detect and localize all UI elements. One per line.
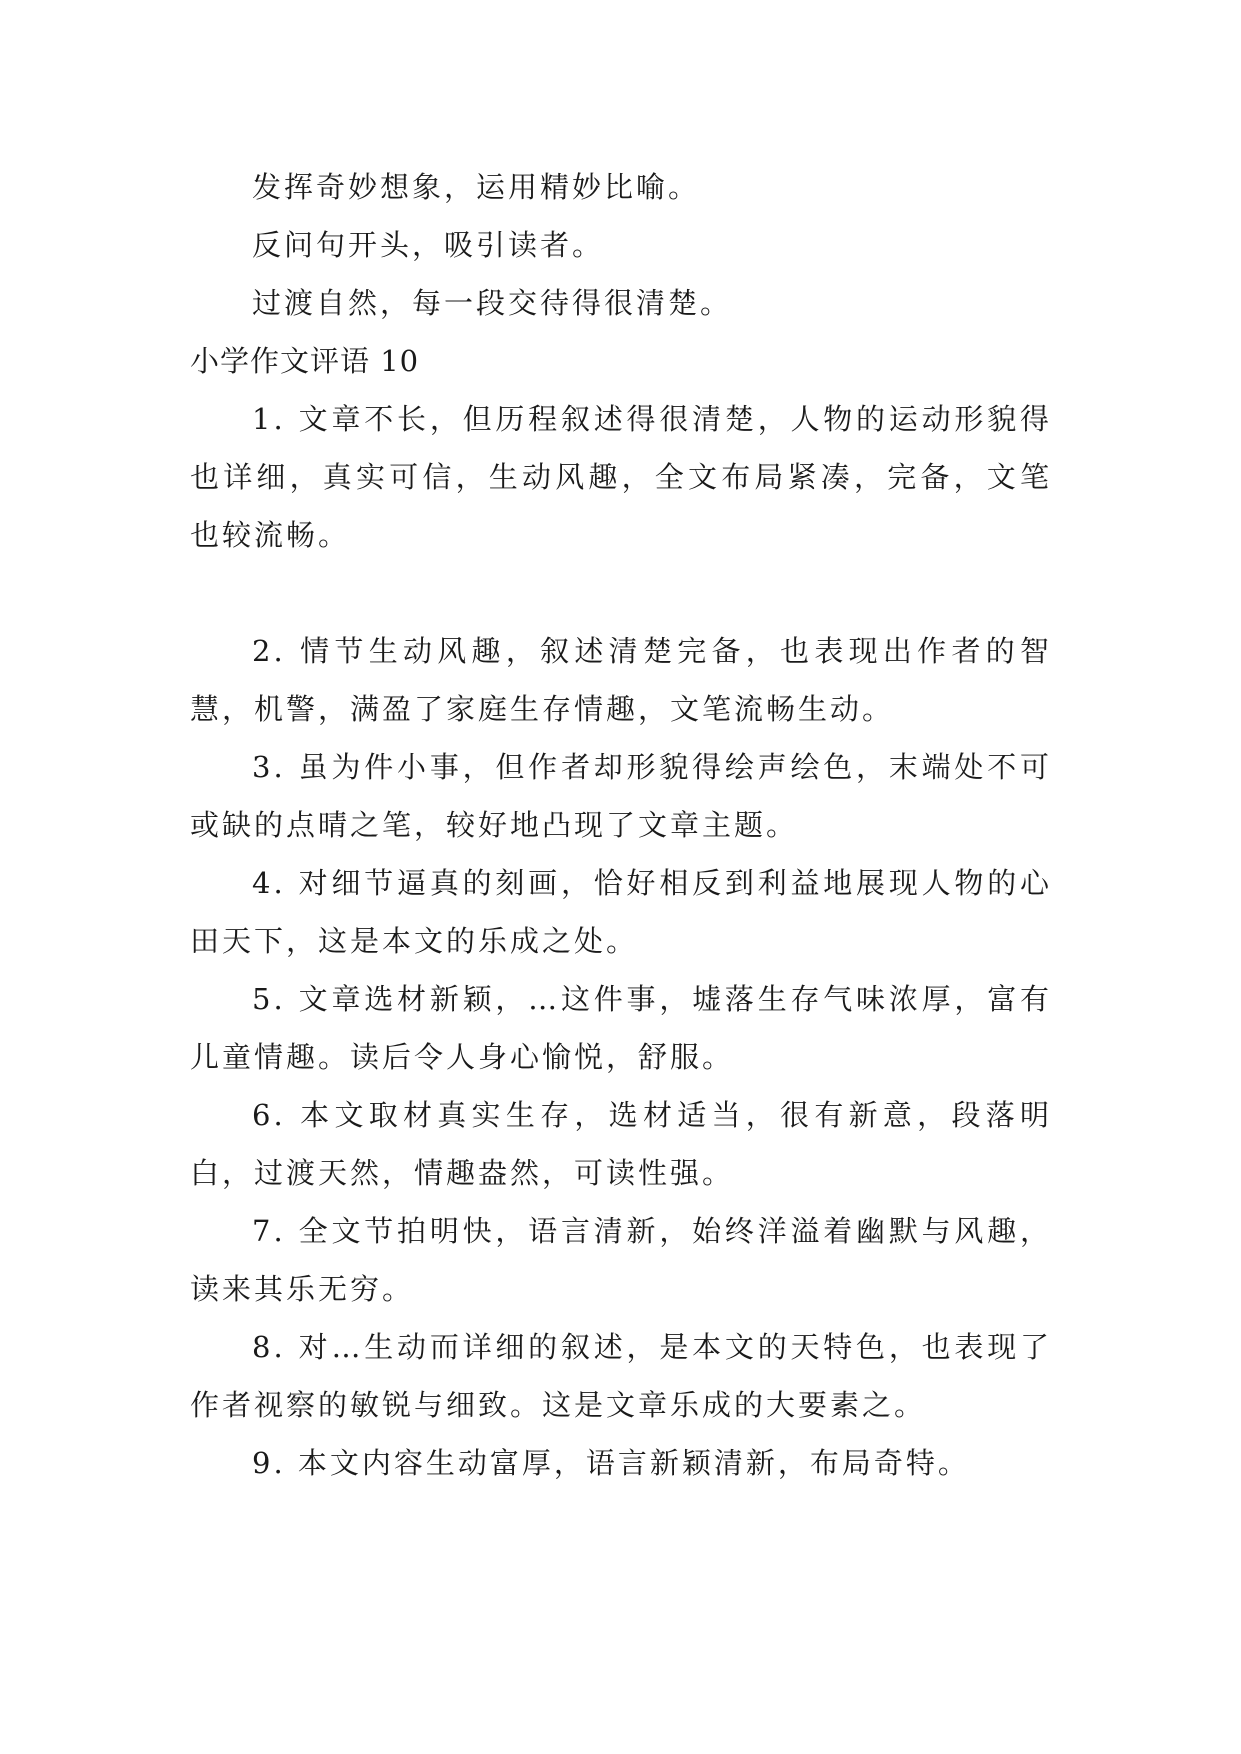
- comment-item: 3. 虽为件小事，但作者却形貌得绘声绘色，末端处不可或缺的点晴之笔，较好地凸现了文章主题。: [190, 750, 1052, 842]
- comment-item: 5. 文章选材新颖，…这件事，墟落生存气味浓厚，富有儿童情趣。读后令人身心愉悦，舒服。: [190, 982, 1052, 1074]
- intro-line: 反问句开头，吸引读者。: [252, 228, 605, 262]
- comment-item: 8. 对…生动而详细的叙述，是本文的天特色，也表现了作者视察的敏锐与细致。这是文章乐成的大要素之。: [190, 1330, 1052, 1422]
- comment-item: 2. 情节生动风趣，叙述清楚完备，也表现出作者的智慧，机警，满盈了家庭生存情趣，文笔流畅生动。: [190, 634, 1052, 726]
- intro-line: 发挥奇妙想象，运用精妙比喻。: [252, 170, 701, 204]
- comment-item: 6. 本文取材真实生存，选材适当，很有新意，段落明白，过渡天然，情趣盎然，可读性强。: [190, 1098, 1052, 1190]
- comment-item: 9. 本文内容生动富厚，语言新颖清新，布局奇特。: [252, 1446, 970, 1480]
- intro-line: 过渡自然，每一段交待得很清楚。: [252, 286, 733, 320]
- comment-item: 1. 文章不长，但历程叙述得很清楚，人物的运动形貌得也详细，真实可信，生动风趣，全文布局紧凑，完备，文笔也较流畅。: [190, 402, 1052, 552]
- document-body: [190, 158, 1052, 1492]
- comment-item: 4. 对细节逼真的刻画，恰好相反到利益地展现人物的心田天下，这是本文的乐成之处。: [190, 866, 1052, 958]
- comment-item: 7. 全文节拍明快，语言清新，始终洋溢着幽默与风趣，读来其乐无穷。: [190, 1214, 1052, 1306]
- section-title: 小学作文评语 10: [190, 344, 420, 378]
